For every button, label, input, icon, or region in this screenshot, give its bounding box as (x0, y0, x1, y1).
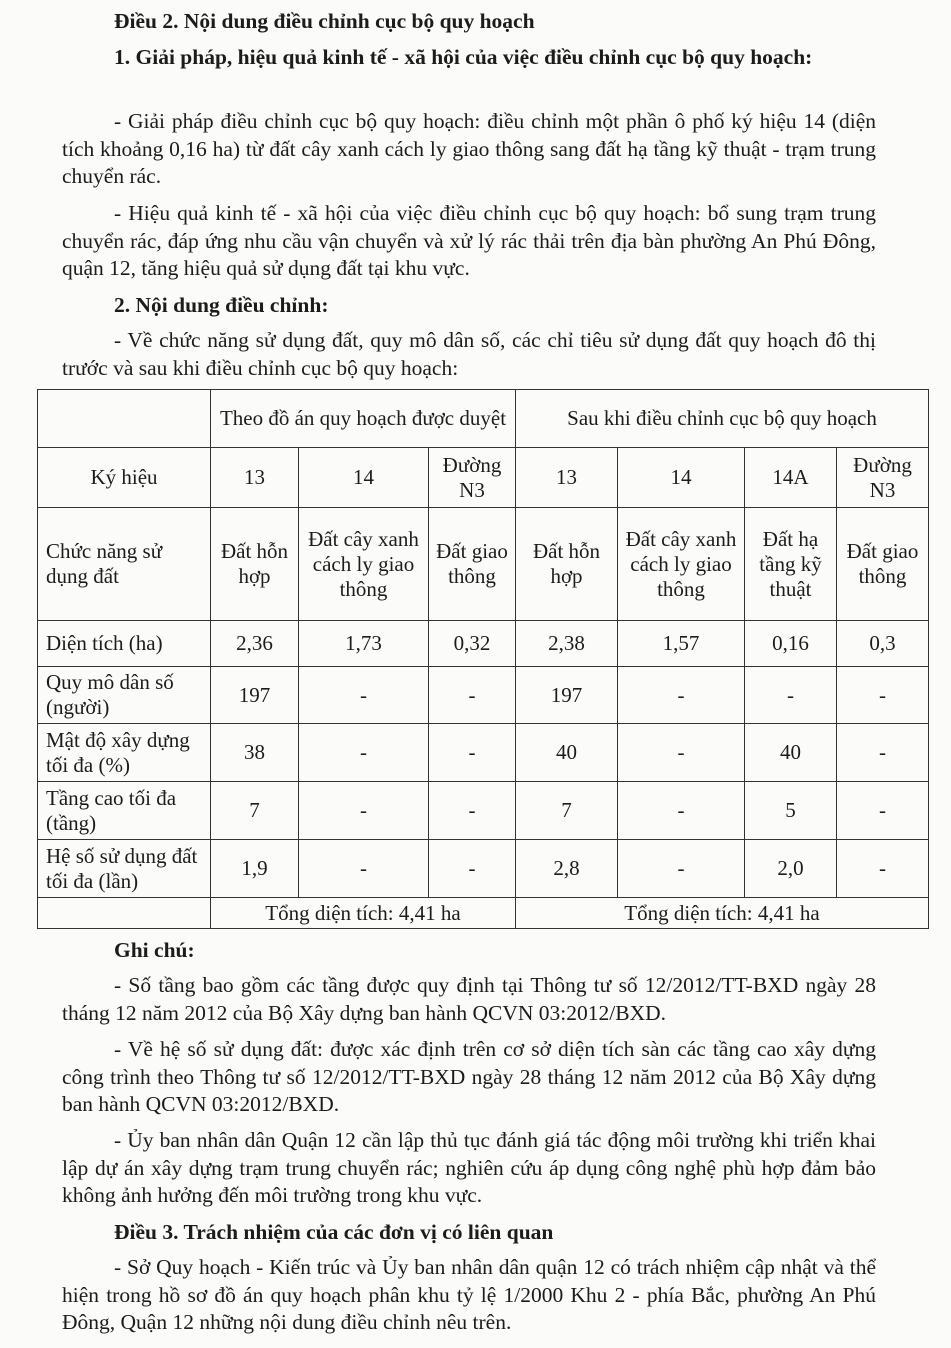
table-cell: 197 (211, 667, 299, 724)
table-cell: 2,36 (211, 621, 299, 667)
table-cell: 7 (516, 782, 618, 840)
table-cell: - (299, 840, 429, 898)
table-row-he-so (38, 840, 929, 898)
section-2-title: 2. Nội dung điều chỉnh: (114, 293, 329, 317)
table-row-label: Tầng cao tối đa (tầng) (38, 782, 211, 840)
table-cell: Đất giao thông (429, 508, 516, 621)
table-row-label: Diện tích (ha) (38, 621, 211, 667)
note-3: - Ủy ban nhân dân Quận 12 cần lập thủ tục đánh giá tác động môi trường khi triển khai lập dự án xây dựng trạm trung chuyển rác; nghiên cứu áp dụng công nghệ phù hợp đảm bảo không ảnh hưởng đến môi trường trong khu vực. (62, 1128, 876, 1207)
table-cell: Đất cây xanh cách ly giao thông (299, 508, 429, 621)
table-cell (38, 898, 211, 929)
table-cell: 2,8 (516, 840, 618, 898)
table-cell: 5 (745, 782, 837, 840)
paragraph-giai-phap: - Giải pháp điều chỉnh cục bộ quy hoạch: điều chỉnh một phần ô phố ký hiệu 14 (diện tích khoảng 0,16 ha) từ đất cây xanh cách ly giao thông sang đất hạ tầng kỹ thuật - trạm trung chuyển rác. (62, 109, 876, 188)
table-row-label: Chức năng sử dụng đất (38, 508, 211, 621)
table-cell: 40 (745, 724, 837, 782)
paragraph-dieu-3: - Sở Quy hoạch - Kiến trúc và Ủy ban nhân dân quận 12 có trách nhiệm cập nhật và thể hiện trong hồ sơ đồ án quy hoạch phân khu tỷ lệ 1/2000 Khu 2 - phía Bắc, phường An Phú Đông, Quận 12 những nội dung điều chỉnh nêu trên. (62, 1255, 876, 1334)
table-cell: - (299, 782, 429, 840)
table-cell: Đất hỗn hợp (211, 508, 299, 621)
land-use-table (37, 389, 929, 929)
note-1: - Số tầng bao gồm các tầng được quy định tại Thông tư số 12/2012/TT-BXD ngày 28 tháng 12 năm 2012 của Bộ Xây dựng ban hành QCVN 03:2012/BXD. (62, 973, 876, 1025)
table-cell: 1,57 (618, 621, 745, 667)
table-row-quy-mo (38, 667, 929, 724)
table-cell: 0,32 (429, 621, 516, 667)
table-cell: Đất cây xanh cách ly giao thông (618, 508, 745, 621)
heading-dieu-2: Điều 2. Nội dung điều chỉnh cục bộ quy hoạch (114, 9, 535, 33)
table-cell: 7 (211, 782, 299, 840)
table-cell: 38 (211, 724, 299, 782)
table-row-tang-cao (38, 782, 929, 840)
section-1-title: 1. Giải pháp, hiệu quả kinh tế - xã hội của việc điều chỉnh cục bộ quy hoạch: (114, 45, 813, 69)
table-cell: Đất hạ tầng kỹ thuật (745, 508, 837, 621)
table-cell: - (837, 840, 929, 898)
heading-dieu-3: Điều 3. Trách nhiệm của các đơn vị có liên quan (114, 1220, 554, 1244)
table-cell: 0,3 (837, 621, 929, 667)
table-cell: 40 (516, 724, 618, 782)
table-row-label: Mật độ xây dựng tối đa (%) (38, 724, 211, 782)
table-cell: - (429, 840, 516, 898)
table-row-label: Quy mô dân số (người) (38, 667, 211, 724)
table-cell: 13 (211, 448, 299, 508)
table-cell: 13 (516, 448, 618, 508)
table-cell: 14 (618, 448, 745, 508)
table-cell: - (429, 782, 516, 840)
paragraph-hieu-qua: - Hiệu quả kinh tế - xã hội của việc điều chỉnh cục bộ quy hoạch: bổ sung trạm trung chuyển rác, đáp ứng nhu cầu vận chuyển và xử lý rác thải trên địa bàn phường An Phú Đông, quận 12, tăng hiệu quả sử dụng đất tại khu vực. (62, 201, 876, 280)
table-cell: 14 (299, 448, 429, 508)
paragraph-chuc-nang: - Về chức năng sử dụng đất, quy mô dân số, các chỉ tiêu sử dụng đất quy hoạch đô thị trước và sau khi điều chỉnh cục bộ quy hoạch: (62, 328, 876, 380)
table-cell: 2,0 (745, 840, 837, 898)
total-before: Tổng diện tích: 4,41 ha (211, 898, 516, 929)
group-header-after: Sau khi điều chỉnh cục bộ quy hoạch (516, 390, 929, 448)
table-cell: - (618, 840, 745, 898)
table-cell: - (429, 667, 516, 724)
table-row-dien-tich (38, 621, 929, 667)
table-cell: 1,73 (299, 621, 429, 667)
total-after: Tổng diện tích: 4,41 ha (516, 898, 929, 929)
table-cell: - (618, 667, 745, 724)
table-cell: - (299, 724, 429, 782)
table-corner-cell (38, 390, 211, 448)
table-cell: 14A (745, 448, 837, 508)
table-cell: Đất hỗn hợp (516, 508, 618, 621)
table-cell: - (618, 782, 745, 840)
table-cell: - (745, 667, 837, 724)
table-cell: - (837, 667, 929, 724)
group-header-before: Theo đồ án quy hoạch được duyệt (211, 390, 516, 448)
table-cell: Ký hiệu (38, 448, 211, 508)
table-row-ky-hieu (38, 448, 929, 508)
note-2: - Về hệ số sử dụng đất: được xác định trên cơ sở diện tích sàn các tầng cao xây dựng công trình theo Thông tư số 12/2012/TT-BXD ngày 28 tháng 12 năm 2012 của Bộ Xây dựng ban hành QCVN 03:2012/BXD. (62, 1037, 876, 1116)
table-row-mat-do (38, 724, 929, 782)
table-cell: Đất giao thông (837, 508, 929, 621)
table-cell: 2,38 (516, 621, 618, 667)
table-cell: 197 (516, 667, 618, 724)
table-cell: - (837, 782, 929, 840)
table-cell: - (618, 724, 745, 782)
table-cell: 0,16 (745, 621, 837, 667)
table-cell: Đường N3 (429, 448, 516, 508)
table-row-chuc-nang (38, 508, 929, 621)
notes-title: Ghi chú: (114, 938, 195, 962)
table-header-row (38, 390, 929, 448)
table-cell: - (837, 724, 929, 782)
table-cell: 1,9 (211, 840, 299, 898)
table-cell: Đường N3 (837, 448, 929, 508)
table-row-total (38, 898, 929, 929)
table-row-label: Hệ số sử dụng đất tối đa (lần) (38, 840, 211, 898)
table-cell: - (299, 667, 429, 724)
table-cell: - (429, 724, 516, 782)
